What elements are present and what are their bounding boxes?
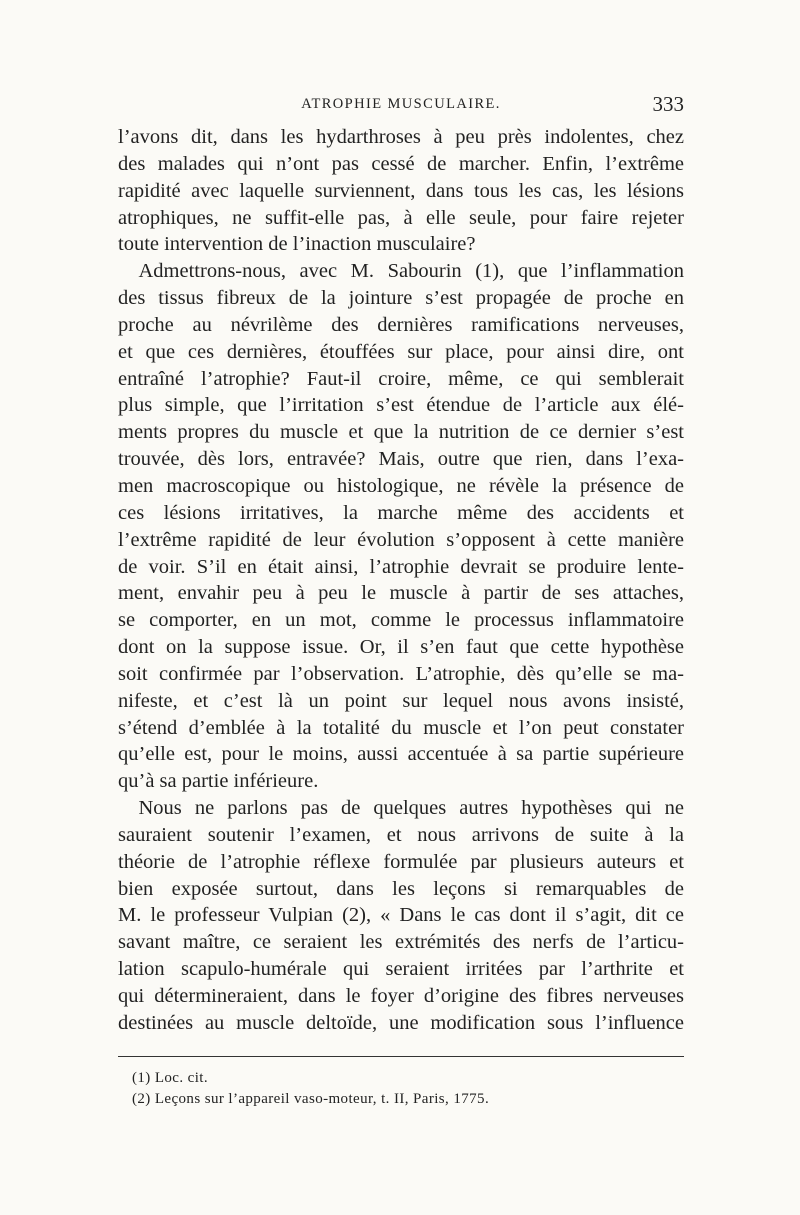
text-line: Nous ne parlons pas de quelques autres hypothèses qui ne — [118, 797, 684, 820]
text-line: et que ces dernières, étouffées sur place, pour ainsi dire, ont — [118, 340, 684, 363]
text-line: plus simple, que l’irritation s’est étendue de l’article aux élé- — [118, 394, 684, 417]
footnote-2: (2) Leçons sur l’appareil vaso-moteur, t. II, Paris, 1775. — [132, 1091, 490, 1107]
text-line: s’étend d’emblée à la totalité du muscle et l’on peut constater — [118, 716, 684, 739]
text-line: des malades qui n’ont pas cessé de marcher. Enfin, l’extrême — [118, 152, 684, 175]
text-line: toute intervention de l’inaction musculaire? — [118, 233, 476, 256]
body-text — [118, 124, 684, 1037]
text-line: se comporter, en un mot, comme le processus inflammatoire — [118, 609, 684, 632]
running-title: ATROPHIE MUSCULAIRE. — [301, 96, 501, 112]
text-line: trouvée, dès lors, entravée? Mais, outre que rien, dans l’exa- — [118, 448, 684, 471]
text-line: qu’à sa partie inférieure. — [118, 770, 319, 793]
text-line: de voir. S’il en était ainsi, l’atrophie devrait se produire lente- — [118, 555, 684, 578]
footnote-rule — [118, 1056, 684, 1057]
text-line: qui détermineraient, dans le foyer d’origine des fibres nerveuses — [118, 985, 684, 1007]
text-line: men macroscopique ou histologique, ne révèle la présence de — [118, 474, 684, 497]
text-line: M. le professeur Vulpian (2), « Dans le cas dont il s’agit, dit ce — [118, 904, 684, 927]
text-line: savant maître, ce seraient les extrémités des nerfs de l’articu- — [118, 931, 684, 954]
text-line: rapidité avec laquelle surviennent, dans tous les cas, les lésions — [118, 179, 684, 202]
text-line: soit confirmée par l’observation. L’atrophie, dès qu’elle se ma- — [118, 662, 684, 685]
text-line: sauraient soutenir l’examen, et nous arrivons de suite à la — [118, 823, 684, 846]
page-number: 333 — [652, 92, 684, 116]
text-line: destinées au muscle deltoïde, une modification sous l’influence — [118, 1011, 684, 1034]
text-line: atrophiques, ne suffit-elle pas, à elle seule, pour faire rejeter — [118, 206, 684, 229]
text-line: théorie de l’atrophie réflexe formulée par plusieurs auteurs et — [118, 850, 684, 873]
text-line: nifeste, et c’est là un point sur lequel nous avons insisté, — [118, 689, 684, 712]
text-line: entraîné l’atrophie? Faut-il croire, même, ce qui semblerait — [118, 367, 684, 390]
text-line: l’avons dit, dans les hydarthroses à peu près indolentes, chez — [118, 126, 684, 148]
text-line: bien exposée surtout, dans les leçons si remarquables de — [118, 877, 684, 900]
page-header — [118, 92, 684, 122]
text-line: ments propres du muscle et que la nutrition de ce dernier s’est — [118, 421, 684, 444]
text-line: qu’elle est, pour le moins, aussi accentuée à sa partie supérieure — [118, 743, 684, 766]
text-line: lation scapulo-humérale qui seraient irritées par l’arthrite et — [118, 958, 684, 981]
footnotes — [132, 1068, 684, 1110]
text-line: l’extrême rapidité de leur évolution s’opposent à cette manière — [118, 528, 684, 551]
footnote-1: (1) Loc. cit. — [132, 1070, 209, 1086]
text-line: proche au névrilème des dernières ramifications nerveuses, — [118, 313, 684, 336]
text-line: dont on la suppose issue. Or, il s’en faut que cette hypothèse — [118, 636, 684, 659]
text-line: Admettrons-nous, avec M. Sabourin (1), que l’inflammation — [118, 260, 684, 283]
text-line: ment, envahir peu à peu le muscle à partir de ses attaches, — [118, 582, 684, 605]
text-line: ces lésions irritatives, la marche même des accidents et — [118, 501, 684, 524]
text-line: des tissus fibreux de la jointure s’est propagée de proche en — [118, 287, 684, 310]
